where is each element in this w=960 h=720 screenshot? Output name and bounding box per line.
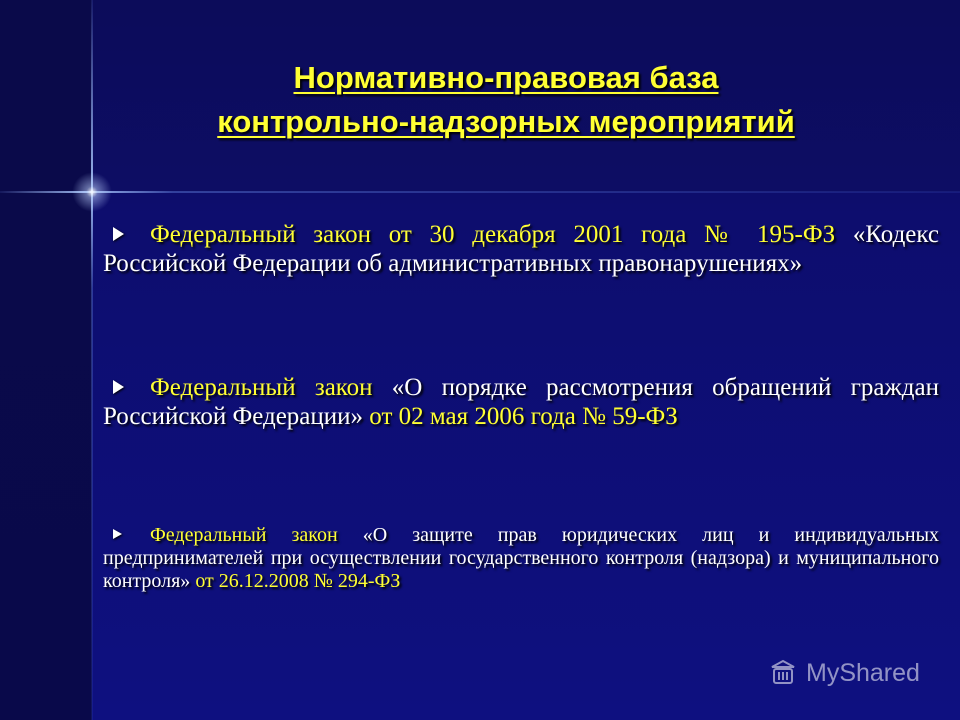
list-item-law-294 bbox=[103, 524, 939, 593]
arrow-bullet-icon bbox=[113, 529, 122, 539]
left-band bbox=[0, 0, 92, 720]
title-line-2: контрольно-надзорных мероприятий bbox=[217, 104, 795, 139]
law-59-type: Федеральный закон bbox=[150, 374, 373, 401]
watermark bbox=[768, 656, 920, 690]
law-59-date: от 02 мая 2006 года № 59-ФЗ bbox=[369, 403, 678, 430]
list-item-law-59 bbox=[103, 373, 939, 431]
horizontal-glow-line bbox=[0, 191, 960, 193]
law-59-name: «О порядке рассмотрения обращений граждан Российской Федерации» bbox=[103, 374, 939, 430]
list-item-law-195 bbox=[103, 220, 939, 278]
law-195-title: Федеральный закон от 30 декабря 2001 года № 195-ФЗ bbox=[150, 221, 836, 248]
title-line-1: Нормативно-правовая база bbox=[293, 60, 719, 95]
sparkle-icon bbox=[72, 172, 112, 212]
law-294-type: Федеральный закон bbox=[150, 524, 338, 546]
watermark-text: MyShared bbox=[806, 658, 920, 687]
myshared-logo-icon bbox=[768, 658, 798, 688]
arrow-bullet-icon bbox=[113, 227, 124, 241]
law-195-name: «Кодекс Российской Федерации об административных правонарушениях» bbox=[103, 221, 940, 277]
arrow-bullet-icon bbox=[113, 380, 124, 394]
law-294-name: «О защите прав юридических лиц и индивидуальных предпринимателей при осуществлении государственного контроля (надзора) и муниципального контроля» bbox=[103, 524, 940, 592]
law-294-date: от 26.12.2008 № 294-ФЗ bbox=[195, 570, 401, 592]
slide-title bbox=[100, 56, 912, 144]
vertical-glow-line bbox=[91, 0, 93, 720]
